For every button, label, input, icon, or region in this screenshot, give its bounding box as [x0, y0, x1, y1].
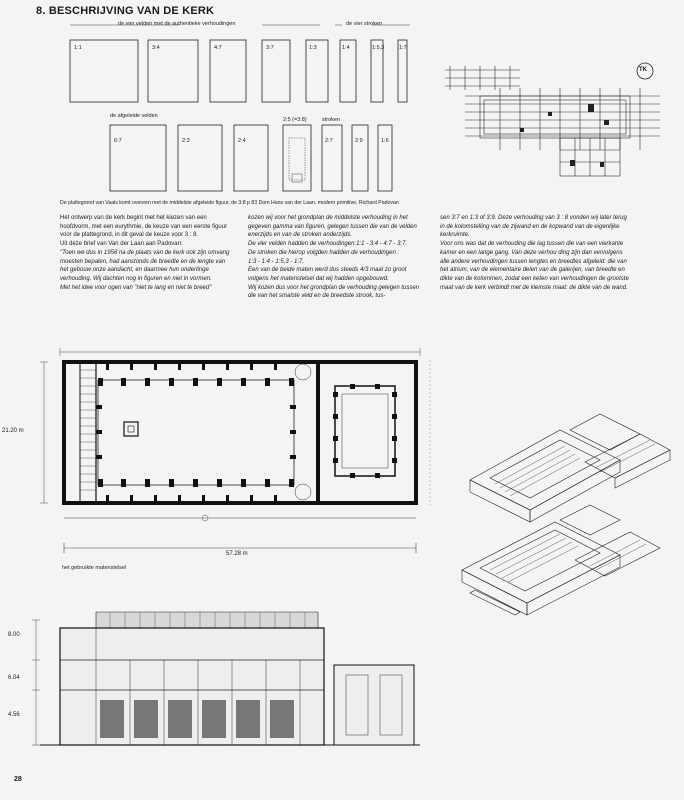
strips-label: stroken	[322, 117, 341, 123]
ratio-label: 1:4	[342, 45, 350, 51]
ratio-label: 4:7	[214, 45, 222, 51]
quote-paragraph: "Toen we dus in 1956 na de plaats van de kerk ook zijn omvang moesten bepalen, had aanstonds de breedte en de lengte van het gebouw onze aandacht, en daarmee hun onderlinge verhouding. Wij dachten nog in figuren en niet in vormen.	[60, 249, 230, 282]
ratio-label: 3:4	[152, 45, 160, 51]
height-label: 4.56	[8, 712, 20, 718]
ratio-label: 2:5 (=3:8)	[283, 117, 307, 123]
fields-header-label: de vier velden met de authentieke verhoudingen	[118, 21, 236, 27]
paragraph: sen 3:7 en 1:3 of 3:9. Deze verhouding van 3 : 8 vonden wij later terug in de kolomstelling van de zijwand en de kopwand van de eigenlijke kerkruimte.	[440, 215, 627, 239]
paragraph: Een van de beide maten werd dus steeds 4/3 maal zo groot volgens het matenstelsel dat wij hadden opgebouwd.	[248, 267, 407, 282]
ratio-label: 2:9	[355, 138, 363, 144]
paragraph: Het ontwerp van de kerk begint met het kiezen van een hoofdvorm, met een eurythmie, de keuze van een eerste figuur voor de plattegrond, in dit geval de keuze voor 3 : 8.	[60, 215, 228, 239]
ratio-label: 3:7	[266, 45, 274, 51]
height-label: 6.04	[8, 675, 20, 681]
plan-width-label: 21.20 m	[2, 428, 24, 434]
ratio-label: 1:6	[381, 138, 389, 144]
strips-header-label: de vier stroken	[346, 21, 383, 27]
paragraph: Wij kozen dus voor het grondplan de verhouding gelegen tussen die van het smalste veld en de breedste strook, tus-	[248, 284, 420, 300]
paragraph: Uit deze brief van Van der Laan aan Padovan:	[60, 241, 183, 248]
quote-paragraph: Met het idee voor ogen van "niet te lang en niet te breed"	[60, 284, 212, 291]
diagram-caption: De plattegrond van Vaals komt overeen met de middelste afgeleide figuur, de 3:8 p 83 Dom Hans van der Laan, modern primitive, Richard Padovan	[60, 200, 399, 206]
ratio-label: 2:3	[182, 138, 190, 144]
paragraph: Voor ons was dat de verhouding die lag tussen die van een vierkante kamer en een lange gang. Van deze verhou ding zijn dan vervolgens alle andere verhoudingen tussen lengtes en breedtes afgeleid: die van het atrium, van de elementaire delen van de galerijen, van breedte en dikte van de kolommen, zodat een keten van verhoudingen de grootste maat van de kerk verbindt met de kleinste maat: de dikte van de wand.	[440, 241, 629, 291]
ratio-label: 1:1	[74, 45, 82, 51]
paragraph: 1:3 - 1:4 - 1:5,3 - 1:7.	[248, 258, 305, 265]
page-number: 28	[14, 776, 22, 783]
derived-fields-label: de afgeleide velden	[110, 113, 158, 119]
height-label: 8.00	[8, 632, 20, 638]
ratio-label: 1:5,3	[372, 45, 385, 51]
ratio-label: 2:7	[325, 138, 333, 144]
ratio-label: 1:7	[399, 45, 407, 51]
ratio-label: 1:3	[309, 45, 317, 51]
ratio-label: 6:7	[114, 138, 122, 144]
ratio-label: 2:4	[238, 138, 246, 144]
paragraph: De stroken die hierop volgden hadden de verhoudingen :	[248, 249, 400, 256]
paragraph: De vier velden hadden de verhoudingen:1:1 - 3:4 - 4:7 - 3:7.	[248, 241, 408, 248]
sketch-stamp: TK	[639, 67, 647, 73]
plan-length-label: 57.28 m	[226, 551, 248, 557]
paragraph: kozen wij voor het grondplan de middelste verhouding in het gegeven gamma van figuren, gelegen tussen die van de velden enerzijds en van de stroken anderzijds.	[248, 215, 417, 239]
plan-caption: het gebruikte matenstelsel	[62, 565, 127, 571]
section-title: 8. BESCHRIJVING VAN DE KERK	[36, 5, 215, 17]
